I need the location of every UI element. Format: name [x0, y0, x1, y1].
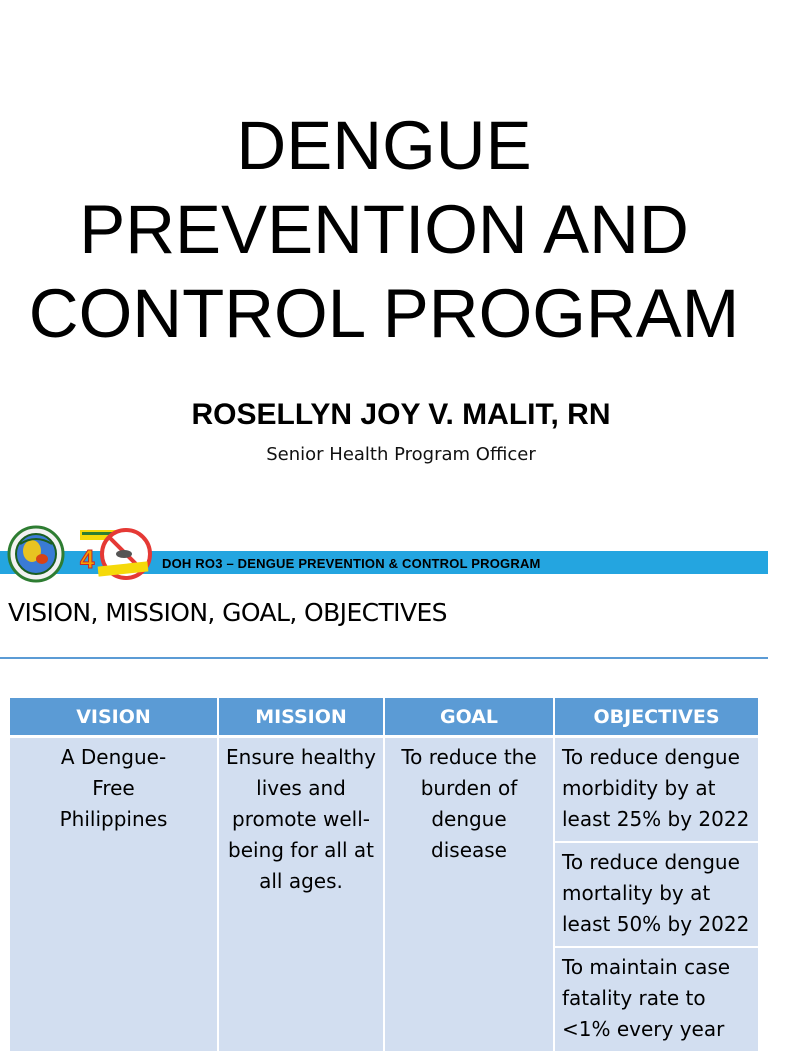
header-mission: MISSION: [218, 698, 384, 737]
goal-cell: [384, 737, 554, 1051]
mission-cell: [218, 737, 384, 1051]
main-title: [0, 104, 768, 356]
presenter-role: Senior Health Program Officer: [0, 444, 802, 465]
vmgo-slide: [0, 520, 768, 1024]
table-row: [10, 737, 758, 1051]
header-objectives: OBJECTIVES: [554, 698, 758, 737]
title-line-1: DENGUE: [0, 104, 768, 188]
header-band-text: DOH RO3 – DENGUE PREVENTION & CONTROL PROGRAM: [162, 556, 541, 571]
header-vision: VISION: [10, 698, 218, 737]
objectives-cell: [554, 737, 758, 1051]
4s-habit-logo-icon: [80, 530, 150, 578]
goal-text: To reduce the burden of dengue disease: [391, 742, 547, 866]
title-slide: [0, 0, 768, 520]
mission-text: Ensure healthy lives and promote well-being for all at all ages.: [225, 742, 377, 897]
header-goal: GOAL: [384, 698, 554, 737]
svg-text:4: 4: [80, 544, 95, 574]
vmgo-table: [10, 698, 758, 1051]
vision-cell: [10, 737, 218, 1051]
table-header-row: [10, 698, 758, 737]
vision-text: A Dengue-Free Philippines: [16, 742, 211, 835]
title-rule: [0, 657, 768, 659]
objective-item-1: To reduce dengue morbidity by at least 25% by 2022: [555, 738, 758, 843]
objective-item-3: To maintain case fatality rate to <1% every year: [555, 948, 758, 1051]
objective-item-2: To reduce dengue mortality by at least 50% by 2022: [555, 843, 758, 948]
title-line-2: PREVENTION AND: [0, 188, 768, 272]
presenter-name: ROSELLYN JOY V. MALIT, RN: [0, 398, 802, 432]
section-title: VISION, MISSION, GOAL, OBJECTIVES: [8, 598, 447, 627]
doh-seal-icon: [0, 524, 162, 580]
title-line-3: CONTROL PROGRAM: [0, 272, 768, 356]
header-logos: [0, 524, 162, 580]
